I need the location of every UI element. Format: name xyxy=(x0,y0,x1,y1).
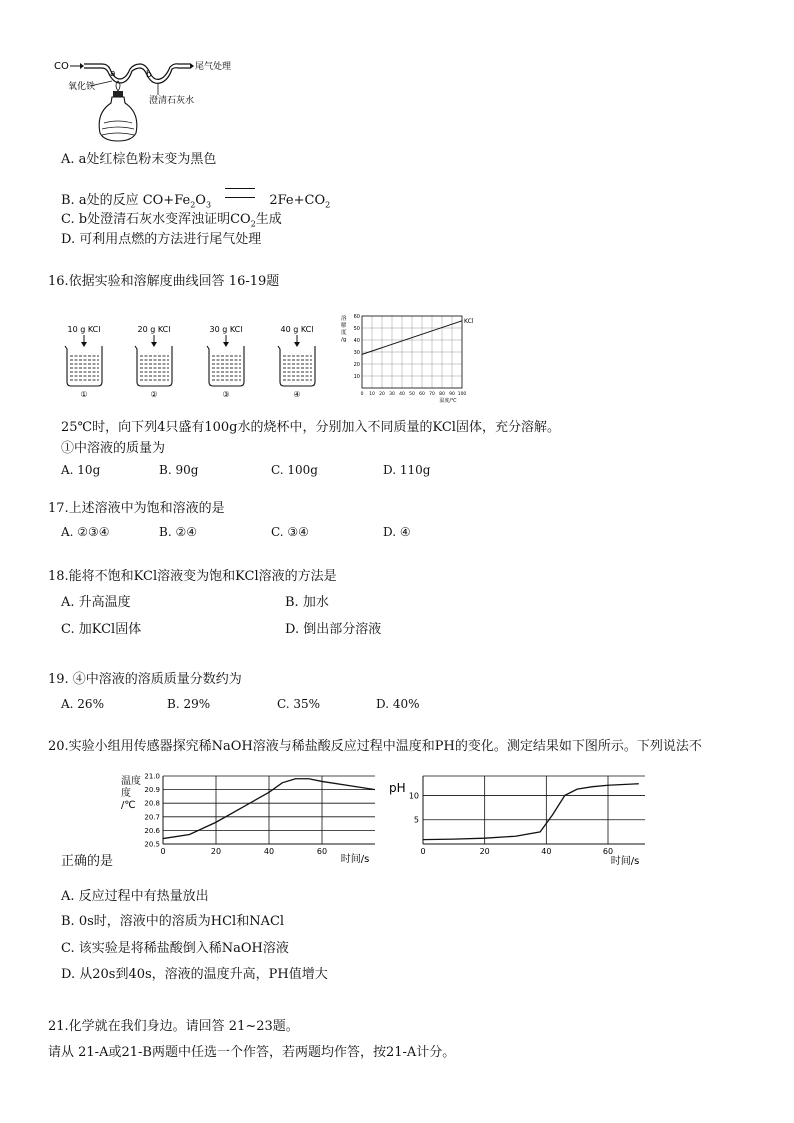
q15-option-b-text: B. a处的反应 CO+Fe xyxy=(61,193,191,208)
y-tick-label: 21.0 xyxy=(144,772,160,781)
label-a: a xyxy=(110,69,116,79)
beaker-row xyxy=(50,322,340,402)
beaker-number: ① xyxy=(80,390,88,399)
q17-option-b: B. ②④ xyxy=(159,525,197,539)
double-line-equals xyxy=(225,188,255,198)
y-tick-label: 60 xyxy=(353,314,360,320)
y-axis-label: /g xyxy=(341,337,347,343)
q16-sub-question: ①中溶液的质量为 xyxy=(61,441,166,456)
q15-b-sub1: 2 xyxy=(190,200,196,210)
temperature-time-chart xyxy=(115,770,385,870)
q20-option-d: D. 从20s到40s，溶液的温度升高，PH值增大 xyxy=(61,967,328,982)
q15-option-b xyxy=(61,188,330,214)
y-tick-label: 20.6 xyxy=(144,826,160,835)
x-tick-label: 0 xyxy=(160,847,166,856)
q19-option-d: D. 40% xyxy=(376,697,420,711)
y-axis-label: /℃ xyxy=(121,800,136,811)
y-axis-label: 解 xyxy=(341,323,347,329)
y-tick-label: 10 xyxy=(353,374,360,380)
data-line xyxy=(423,784,639,840)
x-tick-label: 20 xyxy=(379,392,385,397)
q15-b-sub2: 3 xyxy=(205,200,212,210)
beakers-diagram xyxy=(50,322,340,402)
q18-heading: 18.能将不饱和KCl溶液变为饱和KCl溶液的方法是 xyxy=(48,569,337,584)
q18-option-c: C. 加KCl固体 xyxy=(61,622,142,637)
q15-c-sub: 2 xyxy=(250,219,256,229)
q21-heading: 21.化学就在我们身边。请回答 21~23题。 xyxy=(48,1019,299,1034)
beaker-label: 20 g KCl xyxy=(137,325,171,334)
arrow-head xyxy=(294,342,300,347)
ph-time-chart xyxy=(385,770,660,870)
q15-b-mid: O xyxy=(195,193,206,208)
q16-option-b: B. 90g xyxy=(159,463,199,477)
y-tick-label: 20.5 xyxy=(144,840,160,849)
q20-heading: 20.实验小组用传感器探究稀NaOH溶液与稀盐酸反应过程中温度和PH的变化。测定结果如下图所示。下列说法不 xyxy=(48,739,702,754)
q19-option-b: B. 29% xyxy=(167,697,211,711)
y-tick-label: 20.8 xyxy=(144,799,160,808)
q17-option-a: A. ②③④ xyxy=(61,525,110,539)
beaker-number: ③ xyxy=(222,390,230,399)
solubility-curve-chart xyxy=(340,310,480,405)
q18-option-d: D. 倒出部分溶液 xyxy=(285,622,382,637)
y-tick-label: 20.7 xyxy=(144,813,160,822)
q15-b-sub3: 2 xyxy=(325,200,331,210)
q21-note: 请从 21-A或21-B两题中任选一个作答，若两题均作答，按21-A计分。 xyxy=(48,1045,456,1060)
q16-option-c: C. 100g xyxy=(271,463,318,477)
y-tick-label: 20 xyxy=(353,362,360,368)
q15-option-d: D. 可利用点燃的方法进行尾气处理 xyxy=(61,232,262,247)
y-tick-label: 40 xyxy=(353,338,360,344)
label-b: b xyxy=(146,70,152,80)
y-tick-label: 50 xyxy=(353,326,360,332)
q20-option-b: B. 0s时，溶液中的溶质为HCl和NACl xyxy=(61,914,285,929)
y-tick-label: 10 xyxy=(408,791,419,801)
x-tick-label: 60 xyxy=(316,847,328,856)
q18-option-a: A. 升高温度 xyxy=(61,595,131,610)
q15-c-suffix: 生成 xyxy=(255,212,282,227)
arrow-head xyxy=(151,342,157,347)
y-tick-label: 5 xyxy=(413,815,419,825)
x-tick-label: 70 xyxy=(429,392,435,397)
x-tick-label: 90 xyxy=(449,392,455,397)
q19-option-a: A. 26% xyxy=(61,697,104,711)
x-axis-label: 时间/s xyxy=(340,854,370,865)
x-tick-label: 50 xyxy=(409,392,415,397)
q15-option-a: A. a处红棕色粉末变为黑色 xyxy=(61,152,217,167)
series-label: KCl xyxy=(464,317,474,325)
co-reduction-apparatus-diagram xyxy=(50,55,250,150)
x-tick-label: 100 xyxy=(457,392,467,397)
q17-option-c: C. ③④ xyxy=(271,525,309,539)
x-tick-label: 60 xyxy=(419,392,425,397)
y-tick-label: 30 xyxy=(353,350,360,356)
beaker-number: ② xyxy=(150,390,158,399)
q18-option-b: B. 加水 xyxy=(285,595,329,610)
q16-option-d: D. 110g xyxy=(383,463,431,477)
q16-option-a: A. 10g xyxy=(61,463,101,477)
q16-heading: 16.依据实验和溶解度曲线回答 16-19题 xyxy=(48,274,280,289)
beaker-label: 40 g KCl xyxy=(280,325,314,334)
q20-heading-continued: 正确的是 xyxy=(61,854,114,869)
beaker-label: 30 g KCl xyxy=(209,325,243,334)
beaker-label: 10 g KCl xyxy=(67,325,101,334)
x-tick-label: 30 xyxy=(389,392,395,397)
x-tick-label: 20 xyxy=(479,847,490,856)
q20-option-a: A. 反应过程中有热量放出 xyxy=(61,889,209,904)
q16-stem: 25℃时，向下列4只盛有100g水的烧杯中，分别加入不同质量的KCl固体，充分溶解。 xyxy=(61,420,560,435)
arrow-head xyxy=(81,342,87,347)
q15-option-c-text: C. b处澄清石灰水变浑浊证明CO xyxy=(61,212,251,227)
limewater-label: 澄清石灰水 xyxy=(149,96,195,106)
x-tick-label: 0 xyxy=(360,392,364,397)
x-tick-label: 40 xyxy=(541,847,552,856)
y-axis-label: 度 xyxy=(341,330,347,336)
y-tick-label: 20.9 xyxy=(144,786,160,795)
q20-option-c: C. 该实验是将稀盐酸倒入稀NaOH溶液 xyxy=(61,941,289,956)
x-tick-label: 80 xyxy=(439,392,445,397)
x-axis-label: 时间/s xyxy=(610,856,640,867)
x-tick-label: 40 xyxy=(263,847,275,856)
arrow-head xyxy=(223,342,229,347)
q17-heading: 17.上述溶液中为饱和溶液的是 xyxy=(48,501,225,516)
x-tick-label: 20 xyxy=(210,847,222,856)
q15-b-product: 2Fe+CO xyxy=(269,193,326,208)
y-axis-label: 溶 xyxy=(341,316,347,322)
q19-heading: 19. ④中溶液的溶质质量分数约为 xyxy=(48,672,242,687)
tail-gas-label: 尾气处理 xyxy=(195,62,232,72)
y-axis-label: pH xyxy=(389,781,406,795)
co-label: CO xyxy=(54,61,69,72)
x-tick-label: 10 xyxy=(369,392,375,397)
x-tick-label: 0 xyxy=(420,847,426,856)
q19-option-c: C. 35% xyxy=(277,697,321,711)
x-axis-label: 温度/℃ xyxy=(439,398,457,404)
y-axis-label: 度 xyxy=(121,788,131,799)
x-tick-label: 60 xyxy=(602,847,614,856)
beaker-number: ④ xyxy=(293,390,301,399)
y-axis-label: 温度 xyxy=(121,776,141,787)
iron-oxide-label: 氧化铁 xyxy=(68,82,96,92)
q15-option-c xyxy=(61,212,282,233)
x-tick-label: 40 xyxy=(399,392,405,397)
q17-option-d: D. ④ xyxy=(383,525,411,539)
